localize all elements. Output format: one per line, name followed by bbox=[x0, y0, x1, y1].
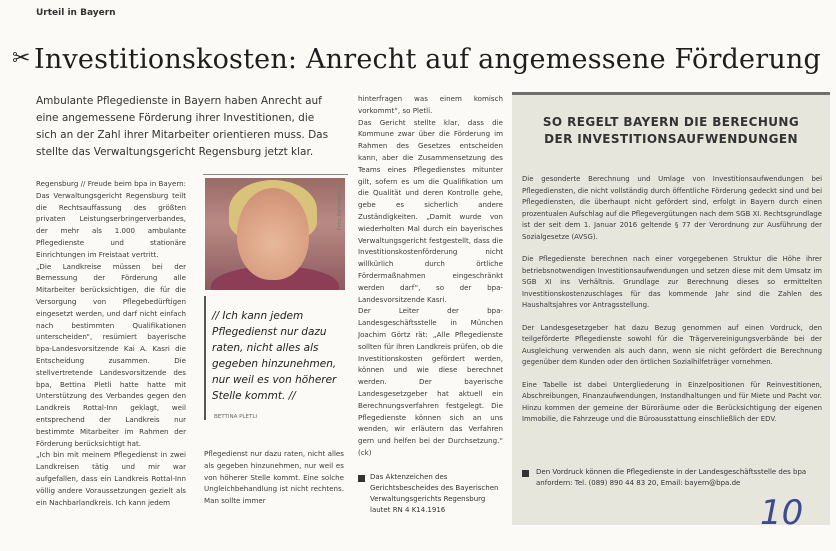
footnote-bullet-icon bbox=[358, 475, 365, 482]
article-column-1 bbox=[36, 178, 186, 546]
portrait-face bbox=[237, 188, 309, 280]
article-headline: Investitionskosten: Anrecht auf angemessene Förderung bbox=[34, 44, 821, 75]
pull-quote-box bbox=[204, 296, 352, 420]
photo-credit: Foto: Kemmerer bbox=[337, 189, 343, 230]
portrait-photo bbox=[205, 178, 345, 290]
column-1-paragraph: Regensburg // Freude beim bpa in Bayern: Das Verwaltungsgericht Regensburg teilt die Rechtsauffassung des größten privaten Leistungserbringerverbandes, der mehr als 1.000 ambulante Pflegedienste und stationäre Einrichtungen im Freistaat vertritt. bbox=[36, 179, 186, 259]
column-3-paragraph: Der Leiter der bpa-Landesgeschäftsstelle in München Joachim Görtz rät: „Alle Pflegedienste sollten für ihren Landkreis prüfen, ob die Investitionskosten gefördert werden, können und wie diese berechnet werden. Der bayerische Landesgesetzgeber hat aktuell ein Berechnungsverfahren festgelegt. Die Pflegedienste können sich an uns wenden, wir erläutern das Verfahren gern und helfen bei der Durchsetzung.“ (ck) bbox=[358, 306, 503, 457]
pull-quote: // Ich kann jedem Pflegedienst nur dazu raten, nicht alles als gegeben hinzunehmen, nur weil es von höherer Stelle kommt. // bbox=[212, 310, 337, 402]
section-kicker: Urteil in Bayern bbox=[36, 8, 116, 18]
info-box-paragraph: Die gesonderte Berechnung und Umlage von Investitionsaufwendungen bei Pflegediensten, die nicht vollständig durch öffentliche Förderung gedeckt sind und bei Pflegediensten, die überhaupt nicht gefördert sind, erfolgt in Bayern durch einen prozentualen Aufschlag auf die Pflegevergütungen nach dem SGB XI. Rechtsgrundlage ist der seit dem 1. Januar 2016 geltende § 77 der Verordnung zur Ausführung der Sozialgesetze (AVSG). bbox=[522, 175, 822, 241]
info-box-title bbox=[512, 114, 830, 148]
column-3-paragraph: hinterfragen was einem komisch vorkommt“, so Pletli. bbox=[358, 94, 503, 115]
photo-top-rule bbox=[203, 174, 348, 175]
column-1-paragraph: „Die Landkreise müssen bei der Bemessung der Förderung alle Mitarbeiter berücksichtigen, die für die Versorgung von Pflegebedürftigen eingesetzt werden, und darf nicht einfach nach bestimmten Qualifikationen unterscheiden“, resümiert bayerische bpa-Landesvorsitzende Kai A. Kasri die Entscheidung zusammen. Die stellvertretende Landesvorsitzende des bpa, Bettina Pletli hatte hatte mit Unterstützung des Verbandes gegen den Landkreis Rottal-Inn geklagt, weil entsprechend der Landkreis nur bestimmte Mitarbeiter im Rahmen der Förderung berücksichtigt hat. bbox=[36, 261, 186, 448]
case-reference-footnote: Das Aktenzeichen des Gerichtsbescheides des Bayerischen Verwaltungsgerichts Regensburg lautet RN 4 K14.1916 bbox=[370, 473, 499, 514]
pull-quote-author: BETTINA PLETLI bbox=[214, 414, 258, 420]
column-2-paragraph: Pflegedienst nur dazu raten, nicht alles als gegeben hinzunehmen, nur weil es von höherer Stelle kommt. Eine solche Ungleichbehandlung ist nicht rechtens. Man sollte immer bbox=[204, 449, 344, 506]
info-box-paragraph: Eine Tabelle ist dabei Untergliederung in Einzelpositionen für Reinvestitionen, Abschreibungen, Finanzaufwendungen, Instandhaltungen und für Miete und Pacht vor. Hinzu kommen der gemeine der Büroräume oder die Berücksichtigung der eigenen Immobilie, die Fahrzeuge und die Büroausstattung einschließlich der EDV. bbox=[522, 380, 822, 423]
scissors-icon: ✂ bbox=[12, 46, 31, 71]
article-column-2-continuation bbox=[204, 448, 344, 548]
info-box-paragraph: Die Pflegedienste berechnen nach einer vorgegebenen Struktur die Höhe ihrer betriebsnotwendigen Investitionsaufwendungen und setzen diese mit dem Umsatz im SGB XI ins Verhältnis. Grundlage zur Berechnung dieses so ermittelten Investitionskostenzuschlages für das kommende Jahr sind die Zahlen des Haushaltsjahres vor Antragsstellung. bbox=[522, 255, 822, 309]
info-box-title-line: DER INVESTITIONSAUFWENDUNGEN bbox=[544, 132, 798, 146]
article-lead: Ambulante Pflegedienste in Bayern haben Anrecht auf eine angemessene Förderung ihrer Investitionen, die sich an der Zahl ihrer Mitarbeiter orientieren muss. Das stellte das Verwaltungsgericht Regensburg jetzt klar. bbox=[36, 95, 329, 158]
info-box-paragraph: Der Landesgesetzgeber hat dazu Bezug genommen auf einen Vordruck, den teilgeförderte Pflegedienste sowohl für die Trägervereinigungsverbände bei der Ausgleichung verwenden als auch dann, wenn sie nicht gefördert die Berechnung gegenüber dem Kunden oder den örtlichen Sozialhilfeträger vornehmen. bbox=[522, 323, 822, 366]
article-column-3 bbox=[358, 93, 503, 473]
column-3-paragraph: Das Gericht stellte klar, dass die Kommune zwar über die Förderung im Rahmen des Gesetzes entscheiden kann, aber die Zusammensetzung des Teams eines Pflegedienstes mitunter gilt, sofern es um die Qualifikation um die Qualität und deren Kontrolle gehe, gebe es sicherlich andere Zuständigkeiten. „Damit wurde von wiederholten Mal durch ein bayerisches Verwaltungsgericht festgestellt, dass die Investitionskostenförderung nicht willkürlich durch örtliche Fördermaßnahmen eingeschränkt werden darf“, so der bpa-Landesvorsitzende Kasri. bbox=[358, 117, 503, 304]
info-box-body bbox=[522, 174, 822, 437]
info-box-contact-note: Den Vordruck können die Pflegedienste in der Landesgeschäftsstelle des bpa anfordern: Tel. (089) 890 44 83 20, Email: bayern@bpa.de bbox=[536, 468, 807, 487]
info-box-title-line: SO REGELT BAYERN DIE BERECHUNG bbox=[542, 115, 800, 129]
column-1-paragraph: „Ich bin mit meinem Pflegedienst in zwei Landkreisen tätig und mir war aufgefallen, dass ein Landkreis Rottal-Inn völlig andere Voraussetzungen gezielt als ein Nachbarlandkreis. Ich kann jedem bbox=[36, 450, 186, 507]
handwritten-page-number: 10 bbox=[760, 493, 804, 533]
info-box-note-bullet-icon bbox=[522, 470, 529, 477]
